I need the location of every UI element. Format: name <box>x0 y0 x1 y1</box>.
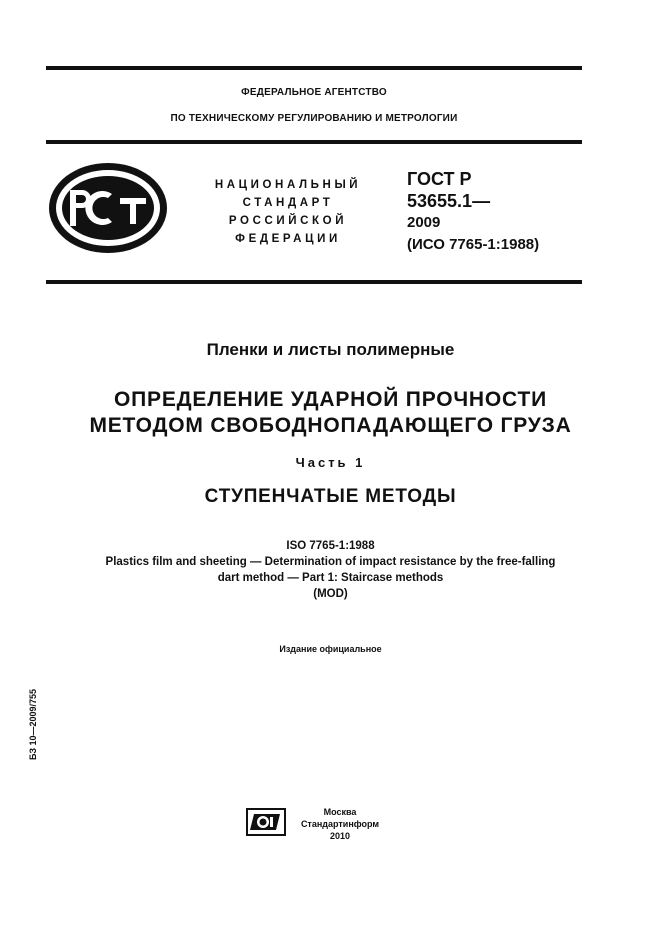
national-line-4: ФЕДЕРАЦИИ <box>235 233 341 245</box>
national-line-1: НАЦИОНАЛЬНЫЙ <box>214 179 362 191</box>
agency-line-1: ФЕДЕРАЛЬНОЕ АГЕНТСТВО <box>241 87 387 98</box>
iso-mod: (MOD) <box>313 588 348 600</box>
iso-english-title-1: Plastics film and sheeting — Determination of impact resistance by the free-falling <box>105 556 556 568</box>
document-subtitle: Пленки и листы полимерные <box>206 340 455 359</box>
header-rule <box>46 140 582 144</box>
iso-english-title-2: dart method — Part 1: Staircase methods <box>217 572 444 584</box>
publisher-city: Москва <box>323 807 357 817</box>
spine-code: БЗ 10—2009/755 <box>28 688 38 760</box>
rst-logo-icon <box>46 160 170 256</box>
publisher-year: 2010 <box>329 831 351 841</box>
part-title: СТУПЕНЧАТЫЕ МЕТОДЫ <box>204 486 457 507</box>
block-rule <box>46 280 582 284</box>
publisher-logo-icon <box>246 808 286 836</box>
agency-line-2: ПО ТЕХНИЧЕСКОМУ РЕГУЛИРОВАНИЮ И МЕТРОЛОГИИ <box>170 113 458 124</box>
gost-line-2: 53655.1— <box>407 191 491 211</box>
document-title-line-2: МЕТОДОМ СВОБОДНОПАДАЮЩЕГО ГРУЗА <box>89 414 572 437</box>
publisher-name: Стандартинформ <box>300 819 380 829</box>
top-rule <box>46 66 582 70</box>
publisher-logo-graphic <box>246 808 286 836</box>
gost-line-1: ГОСТ Р <box>407 169 472 189</box>
national-standard-text <box>188 176 388 248</box>
edition-label: Издание официальное <box>279 644 382 654</box>
part-label: Часть 1 <box>295 455 366 470</box>
gost-line-3: 2009 <box>407 214 441 231</box>
national-line-3: РОССИЙСКОЙ <box>228 215 348 227</box>
gost-line-4: (ИСО 7765-1:1988) <box>407 236 540 253</box>
rst-logo-graphic <box>46 160 170 256</box>
document-title-line-1: ОПРЕДЕЛЕНИЕ УДАРНОЙ ПРОЧНОСТИ <box>114 388 547 411</box>
iso-reference: ISO 7765-1:1988 <box>286 540 375 552</box>
national-line-2: СТАНДАРТ <box>242 197 334 209</box>
publisher-info <box>300 806 380 842</box>
gost-designation <box>407 168 539 256</box>
